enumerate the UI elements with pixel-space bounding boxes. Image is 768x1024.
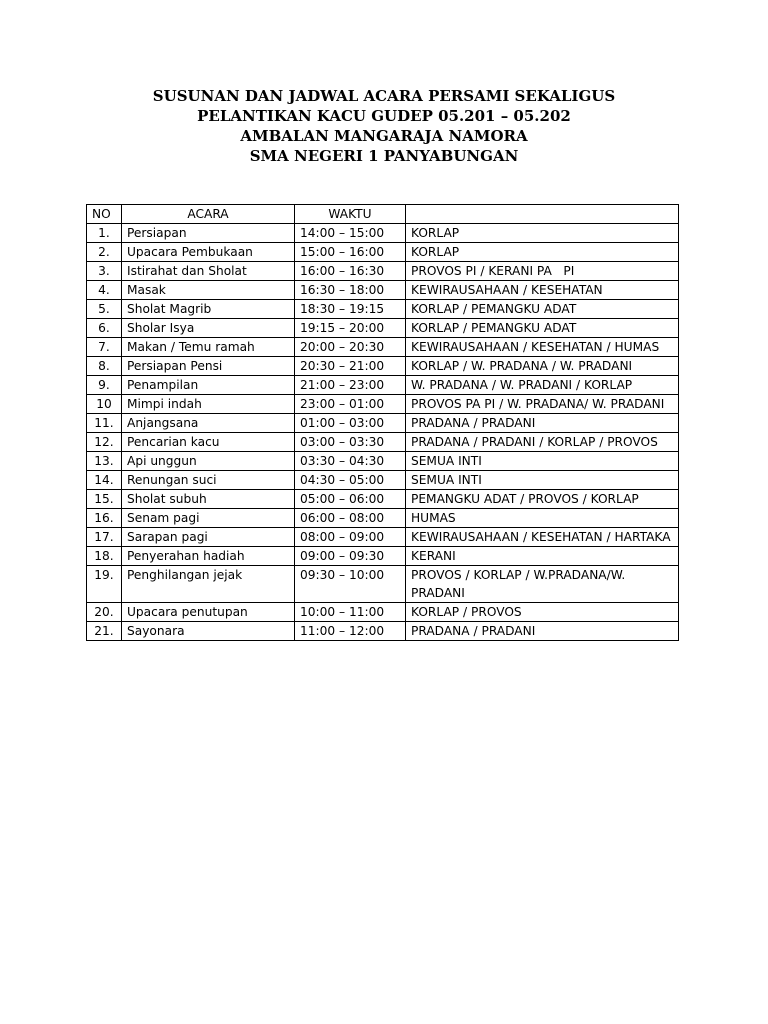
row-number: 21. — [87, 622, 122, 641]
table-header-row — [87, 205, 679, 224]
row-time: 05:00 – 06:00 — [295, 490, 406, 509]
row-number: 5. — [87, 300, 122, 319]
row-number: 18. — [87, 547, 122, 566]
row-person-in-charge: W. PRADANA / W. PRADANI / KORLAP — [406, 376, 679, 395]
row-person-in-charge: KORLAP — [406, 224, 679, 243]
table-row — [87, 357, 679, 376]
row-person-in-charge: KORLAP / W. PRADANA / W. PRADANI — [406, 357, 679, 376]
row-time: 10:00 – 11:00 — [295, 603, 406, 622]
title-line-3: AMBALAN MANGARAJA NAMORA — [240, 127, 528, 145]
header-keterangan — [406, 205, 679, 224]
row-time: 20:00 – 20:30 — [295, 338, 406, 357]
row-time: 23:00 – 01:00 — [295, 395, 406, 414]
row-activity: Upacara Pembukaan — [122, 243, 295, 262]
row-number: 6. — [87, 319, 122, 338]
row-time: 11:00 – 12:00 — [295, 622, 406, 641]
row-time: 19:15 – 20:00 — [295, 319, 406, 338]
table-row — [87, 471, 679, 490]
row-person-in-charge: PROVOS / KORLAP / W.PRADANA/W. PRADANI — [406, 566, 679, 603]
table-row — [87, 509, 679, 528]
row-time: 09:30 – 10:00 — [295, 566, 406, 603]
row-time: 08:00 – 09:00 — [295, 528, 406, 547]
table-row — [87, 603, 679, 622]
row-time: 16:30 – 18:00 — [295, 281, 406, 300]
row-activity: Renungan suci — [122, 471, 295, 490]
table-row — [87, 376, 679, 395]
title-line-2: PELANTIKAN KACU GUDEP 05.201 – 05.202 — [197, 107, 571, 125]
row-activity: Penyerahan hadiah — [122, 547, 295, 566]
table-row — [87, 338, 679, 357]
row-number: 2. — [87, 243, 122, 262]
row-activity: Sarapan pagi — [122, 528, 295, 547]
title-line-4: SMA NEGERI 1 PANYABUNGAN — [249, 147, 519, 165]
row-number: 19. — [87, 566, 122, 603]
row-person-in-charge: SEMUA INTI — [406, 452, 679, 471]
row-number: 4. — [87, 281, 122, 300]
row-time: 20:30 – 21:00 — [295, 357, 406, 376]
row-person-in-charge: KEWIRAUSAHAAN / KESEHATAN / HUMAS — [406, 338, 679, 357]
row-person-in-charge: PROVOS PA PI / W. PRADANA/ W. PRADANI — [406, 395, 679, 414]
table-row — [87, 547, 679, 566]
row-person-in-charge: PRADANA / PRADANI — [406, 414, 679, 433]
row-person-in-charge: PRADANA / PRADANI / KORLAP / PROVOS — [406, 433, 679, 452]
row-number: 7. — [87, 338, 122, 357]
table-row — [87, 395, 679, 414]
row-time: 09:00 – 09:30 — [295, 547, 406, 566]
row-person-in-charge: KORLAP / PEMANGKU ADAT — [406, 319, 679, 338]
document-title — [0, 86, 768, 166]
row-number: 3. — [87, 262, 122, 281]
row-time: 03:30 – 04:30 — [295, 452, 406, 471]
row-time: 01:00 – 03:00 — [295, 414, 406, 433]
row-number: 14. — [87, 471, 122, 490]
row-person-in-charge: PRADANA / PRADANI — [406, 622, 679, 641]
table-row — [87, 224, 679, 243]
table-row — [87, 243, 679, 262]
row-number: 12. — [87, 433, 122, 452]
row-activity: Sholar Isya — [122, 319, 295, 338]
row-person-in-charge: KORLAP — [406, 243, 679, 262]
row-person-in-charge: PEMANGKU ADAT / PROVOS / KORLAP — [406, 490, 679, 509]
row-number: 10 — [87, 395, 122, 414]
table-row — [87, 452, 679, 471]
row-person-in-charge: KEWIRAUSAHAAN / KESEHATAN / HARTAKA — [406, 528, 679, 547]
row-person-in-charge: KORLAP / PROVOS — [406, 603, 679, 622]
row-activity: Penghilangan jejak — [122, 566, 295, 603]
schedule-table — [86, 204, 679, 641]
row-activity: Sayonara — [122, 622, 295, 641]
row-number: 15. — [87, 490, 122, 509]
row-time: 06:00 – 08:00 — [295, 509, 406, 528]
row-activity: Upacara penutupan — [122, 603, 295, 622]
table-row — [87, 281, 679, 300]
table-row — [87, 490, 679, 509]
row-time: 14:00 – 15:00 — [295, 224, 406, 243]
row-number: 16. — [87, 509, 122, 528]
table-row — [87, 566, 679, 603]
header-no: NO — [87, 205, 122, 224]
table-row — [87, 319, 679, 338]
row-number: 9. — [87, 376, 122, 395]
row-person-in-charge: KEWIRAUSAHAAN / KESEHATAN — [406, 281, 679, 300]
row-time: 16:00 – 16:30 — [295, 262, 406, 281]
title-line-1: SUSUNAN DAN JADWAL ACARA PERSAMI SEKALIGUS — [152, 87, 616, 105]
table-row — [87, 262, 679, 281]
row-person-in-charge: SEMUA INTI — [406, 471, 679, 490]
row-number: 20. — [87, 603, 122, 622]
row-number: 1. — [87, 224, 122, 243]
row-activity: Masak — [122, 281, 295, 300]
table-row — [87, 528, 679, 547]
row-time: 21:00 – 23:00 — [295, 376, 406, 395]
row-number: 11. — [87, 414, 122, 433]
row-time: 18:30 – 19:15 — [295, 300, 406, 319]
row-number: 17. — [87, 528, 122, 547]
row-activity: Sholat subuh — [122, 490, 295, 509]
row-time: 03:00 – 03:30 — [295, 433, 406, 452]
header-waktu: WAKTU — [295, 205, 406, 224]
row-number: 8. — [87, 357, 122, 376]
row-activity: Penampilan — [122, 376, 295, 395]
row-activity: Api unggun — [122, 452, 295, 471]
table-row — [87, 622, 679, 641]
row-person-in-charge: HUMAS — [406, 509, 679, 528]
row-activity: Makan / Temu ramah — [122, 338, 295, 357]
row-person-in-charge: KORLAP / PEMANGKU ADAT — [406, 300, 679, 319]
row-activity: Sholat Magrib — [122, 300, 295, 319]
row-activity: Pencarian kacu — [122, 433, 295, 452]
row-number: 13. — [87, 452, 122, 471]
row-activity: Istirahat dan Sholat — [122, 262, 295, 281]
table-row — [87, 414, 679, 433]
row-time: 15:00 – 16:00 — [295, 243, 406, 262]
row-activity: Persiapan Pensi — [122, 357, 295, 376]
schedule-body — [87, 224, 679, 641]
header-acara: ACARA — [122, 205, 295, 224]
row-activity: Anjangsana — [122, 414, 295, 433]
row-person-in-charge: PROVOS PI / KERANI PA PI — [406, 262, 679, 281]
row-activity: Mimpi indah — [122, 395, 295, 414]
row-activity: Persiapan — [122, 224, 295, 243]
table-row — [87, 433, 679, 452]
row-time: 04:30 – 05:00 — [295, 471, 406, 490]
row-person-in-charge: KERANI — [406, 547, 679, 566]
row-activity: Senam pagi — [122, 509, 295, 528]
table-row — [87, 300, 679, 319]
